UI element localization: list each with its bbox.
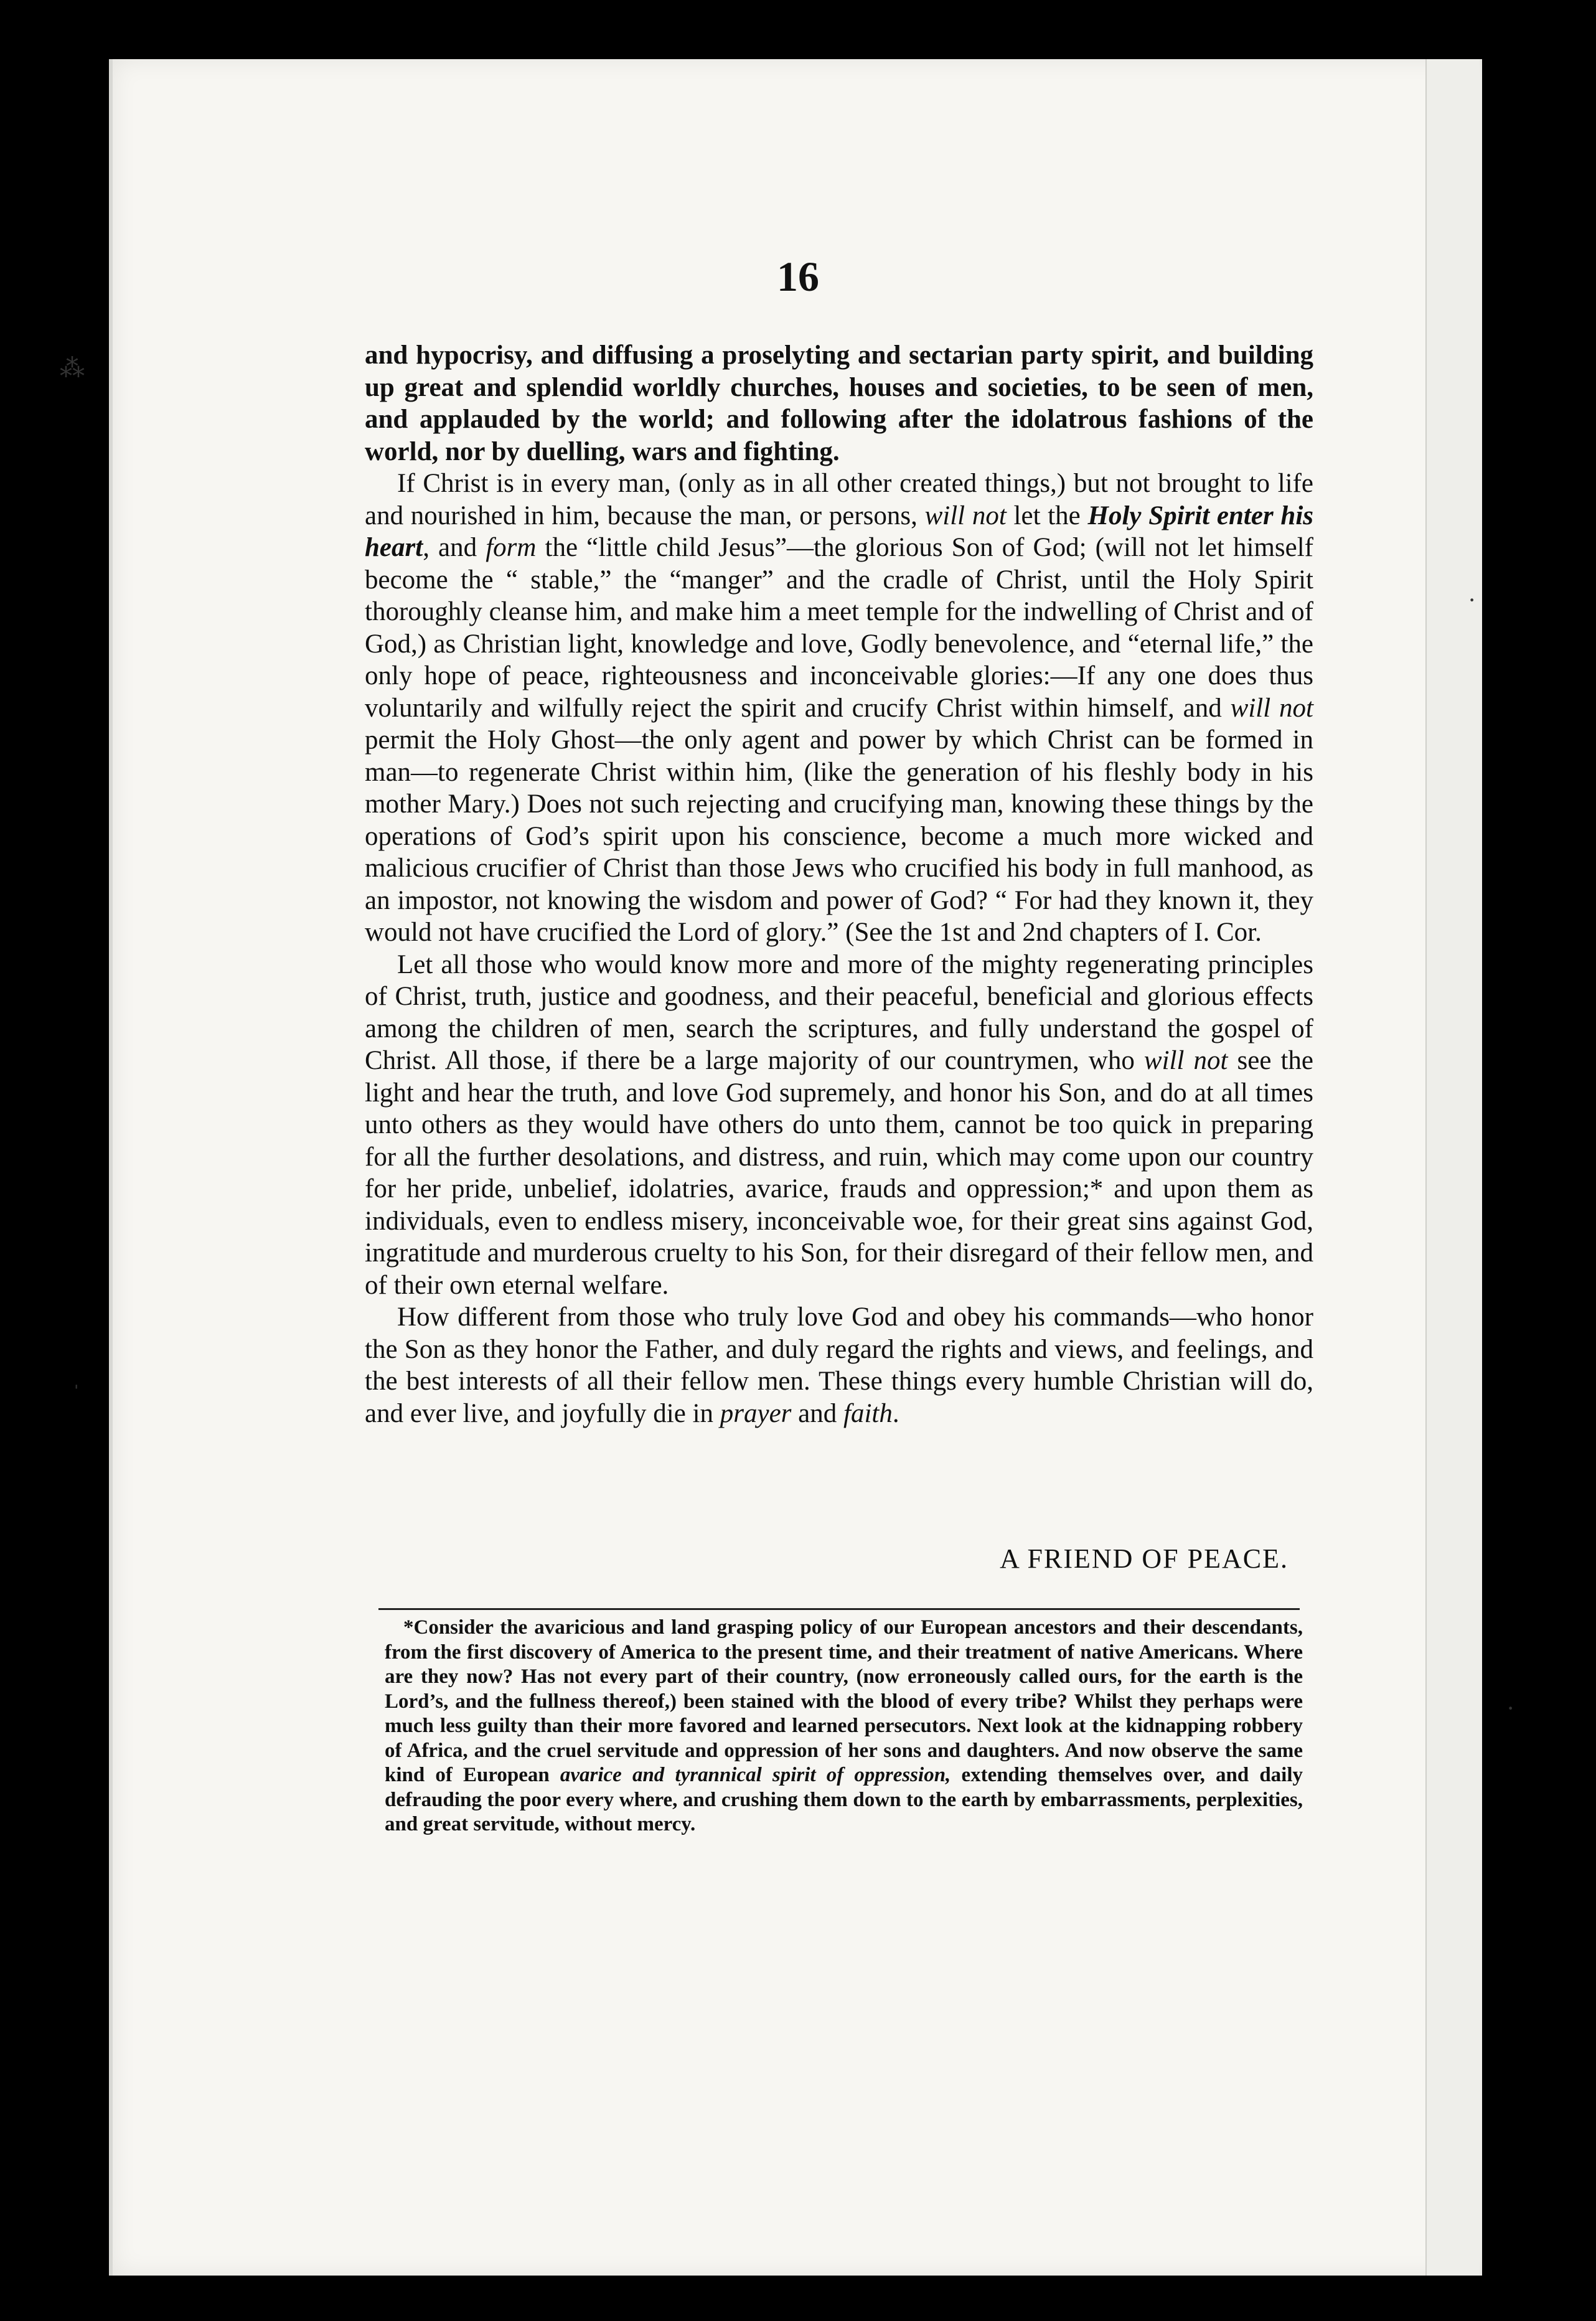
paragraph-2-text-e: permit the Holy Ghost—the only agent and power by which Christ can be formed in man—to regenerate Christ within him, (like the generation of his fleshly body in his mother Mary.) Does not such rejecting and crucifying man, knowing these things by the operations of God’s spirit upon his conscience, become a much more wicked and malicious crucifier of Christ than those Jews who crucified his body in full manhood, as an impostor, not knowing the wisdom and power of God? “ For had they known it, they would not have crucified the Lord of glory.” (See the 1st and 2nd chapters of I. Cor. — [365, 725, 1313, 947]
emphasis-faith: faith — [843, 1398, 893, 1428]
paragraph-2 — [365, 468, 1313, 949]
emphasis-will-not: will not — [1143, 1046, 1228, 1075]
footnote-paragraph — [385, 1616, 1303, 1837]
emphasis-form: form — [486, 533, 537, 562]
footnote-divider — [378, 1608, 1300, 1610]
footnote-text-a: *Consider the avaricious and land grasping policy of our European ancestors and their descendants, from the first discovery of America to the present time, and their treatment of native Americans. Where are they now? Has not every part of their country, (now erroneously called ours, for the earth is the Lord’s, and the fullness thereof,) been stained with the blood of every tribe? Whilst they perhaps were much less guilty than their more favored and learned persecutors. Next look at the kidnapping robbery of Africa, and the cruel servitude and oppression of her sons and daughters. And now observe the same kind of European — [385, 1616, 1303, 1786]
paragraph-4 — [365, 1301, 1313, 1429]
paragraph-2-text-c: , and — [423, 533, 486, 562]
emphasis-will-not: will not — [924, 501, 1007, 530]
footnote — [385, 1616, 1303, 1837]
paragraph-2-text-a: If Christ is in every man, (only as in all other created things,) but not brought to life and nourished in him, because the man, or persons, — [365, 469, 1313, 530]
paragraph-4-end: . — [892, 1398, 899, 1428]
paragraph-3-text-b: see the light and hear the truth, and love God supremely, and honor his Son, and do at all times unto others as they would have others do unto them, cannot be too quick in preparing for all the further desolations, and distress, and ruin, which may come upon our country for her pride, unbelief, idolatries, avarice, frauds and oppression;* and upon them as individuals, even to endless misery, inconceivable woe, for their great sins against God, ingratitude and murderous cruelty to his Son, for their disregard of their fellow men, and of their own eternal welfare. — [365, 1046, 1314, 1300]
footnote-text-b: extending themselves over, and daily defrauding the poor every where, and crushing them down to the earth by embarrassments, perplexities, and great servitude, without mercy. — [385, 1764, 1303, 1835]
paragraph-2-text-d: the “little child Jesus”—the glorious Son of God; (will not let himself become the “ stable,” the “manger” and the cradle of Christ, until the Holy Spirit thoroughly cleanse him, and make him a meet temple for the indwelling of Christ and of God,) as Christian light, knowledge and love, Godly benevolence, and “eternal life,” the only hope of peace, righteousness and inconceivable glories:—If any one does thus voluntarily and wilfully reject the spirit and crucify Christ within himself, and — [365, 533, 1313, 723]
paragraph-4-text-a: How different from those who truly love God and obey his commands—who honor the Son as they honor the Father, and duly regard the rights and views, and feelings, and the best interests of all their fellow men. These things every humble Christian will do, and ever live, and joyfully die in — [365, 1302, 1313, 1428]
page-edge — [1425, 59, 1480, 2276]
signature: A FRIEND OF PEACE. — [1000, 1543, 1289, 1574]
paragraph-1: and hypocrisy, and diffusing a proselyting and sectarian party spirit, and building up great and splendid worldly churches, houses and societies, to be seen of men, and applauded by the world; and following after the idolatrous fashions of the world, nor by duelling, wars and fighting. — [365, 341, 1313, 466]
margin-speck: ⁂ — [60, 354, 85, 382]
paragraph-4-text-and: and — [791, 1398, 844, 1428]
emphasis-will-not: will not — [1230, 693, 1313, 723]
margin-speck: · — [1506, 1694, 1515, 1722]
body-text — [365, 339, 1313, 1429]
margin-speck: ˌ — [72, 1361, 81, 1389]
margin-speck: · — [1468, 586, 1476, 614]
footnote-emphasis: avarice and tyrannical spirit of oppression, — [560, 1764, 951, 1786]
paragraph-2-text-b: let the — [1006, 501, 1088, 530]
page-number: 16 — [777, 253, 819, 300]
emphasis-prayer: prayer — [720, 1398, 792, 1428]
paragraph-3-text-a: Let all those who would know more and more of the mighty regenerating principles of Christ, truth, justice and goodness, and their peaceful, beneficial and glorious effects among the children of men, search the scriptures, and fully understand the gospel of Christ. All those, if there be a large majority of our countrymen, who — [365, 949, 1313, 1075]
emphasis-holy-spirit: Holy Spirit enter his heart — [365, 501, 1313, 562]
paragraph-3 — [365, 949, 1313, 1302]
